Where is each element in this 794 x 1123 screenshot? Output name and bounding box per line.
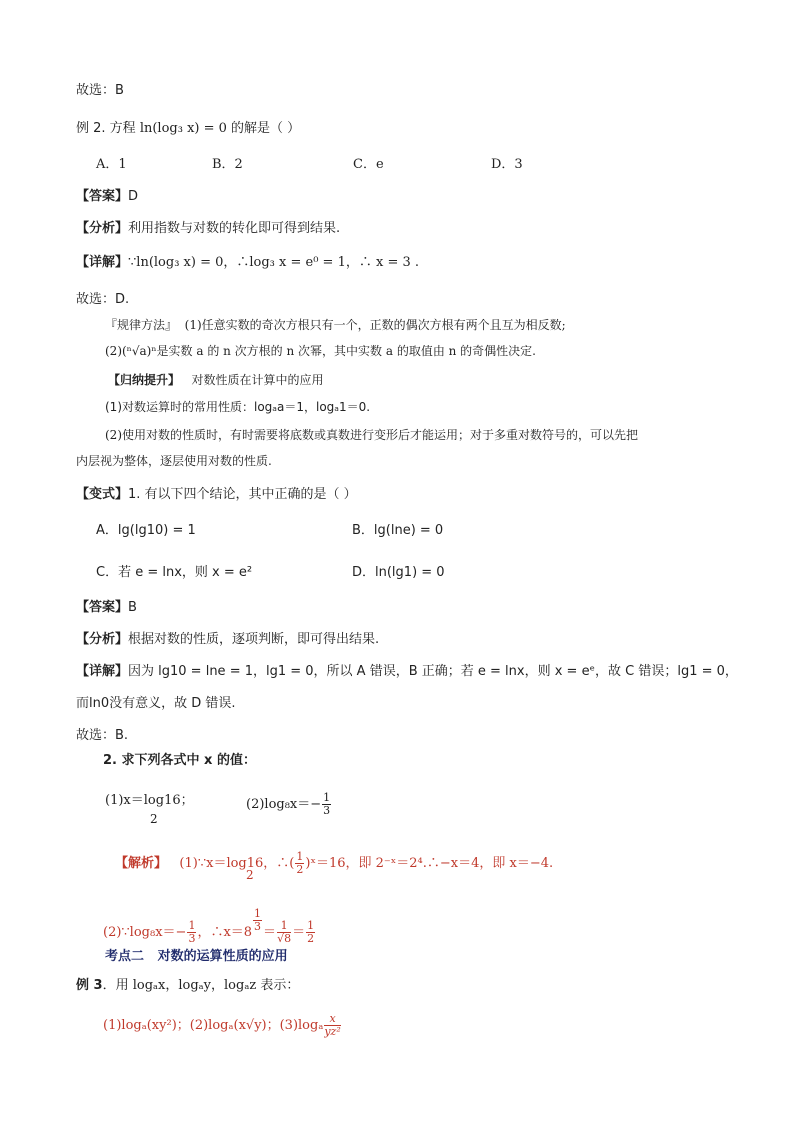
question-2: 2. 求下列各式中 x 的值： (103, 753, 256, 768)
topic-two-heading: 考点二 对数的运算性质的应用 (105, 949, 288, 964)
variant-option-b: B．lg(lne) = 0 (352, 523, 444, 538)
detail-3b: 而ln0没有意义，故 D 错误. (76, 696, 236, 711)
example-2-question: 例 2. 方程 ln(log₃ x) = 0 的解是（ ） (76, 121, 301, 136)
equation: ln(log₃ x) = 0 (139, 121, 227, 136)
analysis-2: 【分析】利用指数与对数的转化即可得到结果. (76, 221, 341, 236)
rule-method-1: 『规律方法』 (1)任意实数的奇次方根只有一个，正数的偶次方根有两个且互为相反数; (105, 318, 566, 332)
cube-root-fraction: $\frac{x}{\text{yz²}}$ (324, 1012, 341, 1038)
solution-2: (2)∵log₈x＝− $\frac{1}{3}$ ，∴x＝8 $\frac{1}{3}$ ＝ $\frac{1}{√8}$ ＝ $\frac{1}{2}$ (103, 907, 315, 945)
question-2-log-base: 2 (150, 812, 158, 826)
option-d: D．3 (491, 157, 523, 172)
option-c: C．e (353, 157, 384, 172)
summary-1: (1)对数运算时的常用性质：logₐa＝1，logₐ1＝0. (105, 400, 371, 414)
solution-1: 【解析】 (1)∵x＝log16，∴( $\frac{1}{2}$ )ˣ＝16，即 2⁻ˣ＝2⁴.∴−x＝4，即 x＝−4. (115, 850, 554, 876)
answer-2: 【答案】D (76, 189, 139, 204)
option-a: A．1 (96, 157, 127, 172)
variant-option-a: A．lg(lg10) = 1 (96, 523, 196, 538)
summary-2b: 内层视为整体，逐层使用对数的性质. (76, 454, 272, 468)
fraction-one-third: $\frac{1}{3}$ (323, 791, 331, 817)
summary-heading: 【归纳提升】 对数性质在计算中的应用 (108, 373, 324, 387)
conclusion-b2: 故选：B. (76, 728, 129, 743)
summary-2a: (2)使用对数的性质时，有时需要将底数或真数进行变形后才能运用；对于多重对数符号的，可以先把 (105, 428, 639, 442)
conclusion-d: 故选：D. (76, 292, 130, 307)
solution-log-base: 2 (246, 868, 254, 882)
example-3-items: (1)logₐ(xy²)；(2)logₐ(x√y)；(3)logₐ $\frac{x}{\text{yz²}}$ (103, 1012, 341, 1038)
conclusion-b: 故选：B (76, 83, 124, 98)
example-3: 例 3．用 logₐx，logₐy，logₐz 表示： (76, 978, 300, 993)
analysis-3: 【分析】根据对数的性质，逐项判断，即可得出结果. (76, 632, 380, 647)
rule-method-2: (2)(ⁿ√a)ⁿ是实数 a 的 n 次方根的 n 次幂，其中实数 a 的取值由 n 的奇偶性决定. (105, 344, 537, 358)
variant-option-c: C．若 e = lnx，则 x = e² (96, 565, 253, 580)
detail-2: 【详解】∵ln(log₃ x) = 0，∴log₃ x = e⁰ = 1，∴ x = 3 . (76, 255, 419, 270)
option-b: B．2 (212, 157, 243, 172)
question-2-part2: (2)log₈x＝− $\frac{1}{3}$ (246, 791, 331, 817)
detail-3: 【详解】因为 lg10 = lne = 1，lg1 = 0，所以 A 错误，B 正确；若 e = lnx，则 x = eᵉ，故 C 错误；lg1 = 0， (76, 664, 738, 679)
variant-option-d: D．ln(lg1) = 0 (352, 565, 445, 580)
question-2-part1: (1)x＝log16； (105, 793, 194, 808)
variant-question: 【变式】1. 有以下四个结论，其中正确的是（ ） (76, 487, 357, 502)
answer-3: 【答案】B (76, 600, 137, 615)
